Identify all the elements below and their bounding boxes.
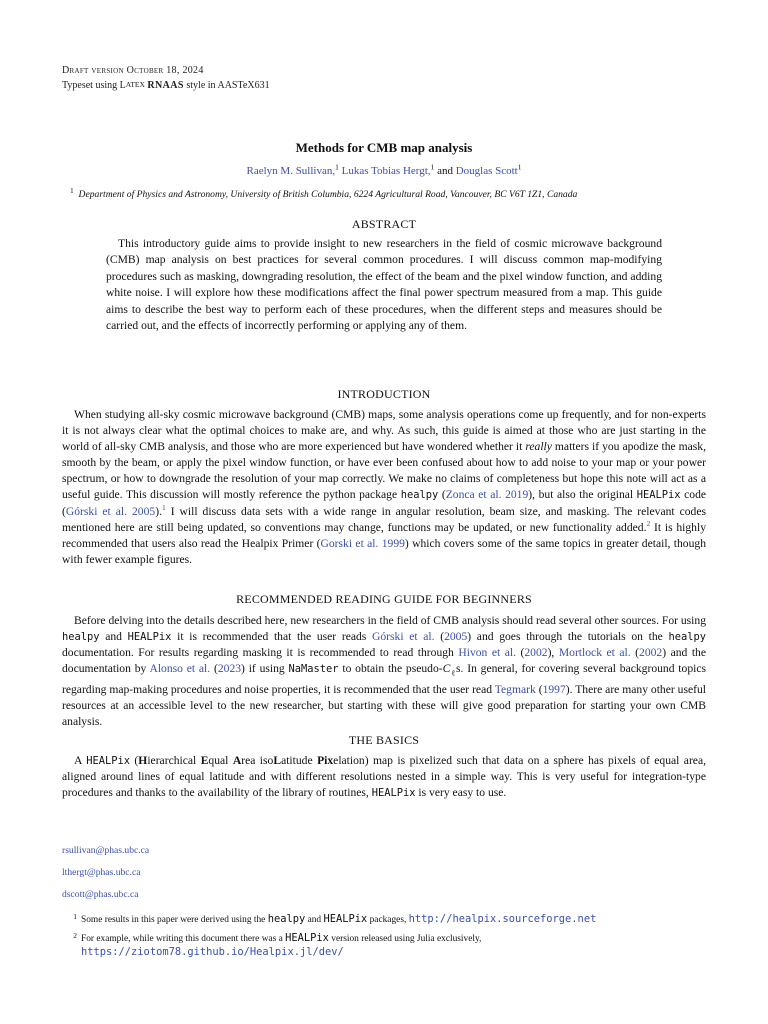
citation-link[interactable]: Górski et al. 2005 <box>65 504 156 518</box>
draft-version: Draft version October 18, 2024 <box>62 65 204 76</box>
affiliation-mark: 1 <box>430 162 435 172</box>
author-emails <box>62 845 149 911</box>
affiliation <box>70 185 710 200</box>
introduction-paragraph: When studying all-sky cosmic microwave background (CMB) maps, some analysis operations come up frequently, and for non-experts it is not always clear what the optimal choices to make are, and why. As such, this guide is aimed at those who are just starting in the world of all-sky CMB analysis, and those who are more experienced but have wondered whether it really matters if you apodize the mask, smooth by the beam, or apply the pixel window function, or have ever been confused about how to add noise to your map or your power spectrum, or how to downgrade the resolution of your map correctly. We make no claims of completeness but hope this note will act as a useful guide. This discussion will mostly reference the python package healpy (Zonca et al. 2019), but also the original HEALPix code (Górski et al. 2005).$^1$ I will discuss data sets with a wide range in angular resolution, beam size, and masking. The relevant codes mentioned here are still being updated, so conventions may change, functions may be updated, or new functionality added.$^2$ It is highly recommended that users also read the Healpix Primer (Gorski et al. 1999) which covers some of the same topics in greater detail, though with fewer example figures. <box>62 408 707 566</box>
citation-year-link[interactable]: 2023 <box>217 662 242 676</box>
email-link[interactable]: dscott@phas.ubc.ca <box>62 889 139 900</box>
preprint-header <box>62 64 270 93</box>
footnotes <box>62 910 732 960</box>
affiliation-mark: 1 <box>517 162 522 172</box>
footnote-link[interactable]: 2 <box>646 518 651 528</box>
affiliation-mark: 1 <box>335 162 339 172</box>
paper-title: Methods for CMB map analysis <box>295 140 473 155</box>
citation-year-link[interactable]: 1997 <box>542 682 566 696</box>
affiliation-text: Department of Physics and Astronomy, University of British Columbia, 6224 Agricultural Road, Vancouver, BC V6T 1Z1, Canada <box>78 189 578 200</box>
footnote-url-link[interactable]: http://healpix.sourceforge.net <box>408 913 597 925</box>
footnote-url-link[interactable]: https://ziotom78.github.io/Healpix.jl/dev/ <box>81 946 344 958</box>
author-link[interactable]: Lukas Tobias Hergt, <box>341 165 431 177</box>
typeset-suffix: style in AASTeX631 <box>186 80 270 91</box>
email-link[interactable]: rsullivan@phas.ubc.ca <box>62 845 150 856</box>
typeset-line <box>62 78 270 93</box>
citation-link[interactable]: Tegmark <box>494 682 536 696</box>
footnote-1: 1 Some results in this paper were derived using the healpy and HEALPix packages, http://healpix.sourceforge.net <box>73 912 597 925</box>
affiliation-mark: 1 <box>70 185 74 195</box>
author-list <box>0 162 768 177</box>
latex-logo-text: ATEX <box>125 80 145 89</box>
citation-link[interactable]: Gorski et al. 1999 <box>320 536 405 550</box>
citation-year-link[interactable]: 2005 <box>444 630 468 644</box>
abstract-text <box>106 236 662 334</box>
code-healpix: HEALPix <box>636 489 681 502</box>
citation-year-link[interactable]: 2002 <box>639 646 663 660</box>
reading-guide-paragraph: Before delving into the details described here, new researchers in the field of CMB analysis should read several other sources. For using healpy and HEALPix it is recommended that the user reads Górski et al. (2005) and goes through the tutorials on the healpy documentation. For results regarding masking it is recommended to read through Hivon et al. (2002), Mortlock et al. (2002) and the documentation by Alonso et al. (2023) if using NaMaster to obtain the pseudo-$C_\ell s$. In general, for covering several background topics regarding map-making procedures and noise properties, it is recommended that the user read Tegmark (1997). There are many other useful resources at an accessible level to the new researcher, but starting with these will give good preparation for starting your own CMB analysis. <box>62 614 707 728</box>
introduction-heading: INTRODUCTION <box>337 387 431 401</box>
abstract-body: This introductory guide aims to provide insight to new researchers in the field of cosmic microwave background (CMB) map analysis on best practices for several common procedures. I will discuss common map-modifying procedures such as masking, downgrading resolution, the effect of the beam and the pixel window function, and adding white noise. I will explore how these modifications affect the final power spectrum measured from a map. This guide aims to describe the best way to perform each of these procedures, when the different steps and measures should be carried out, and the effects of incorrectly performing or applying any of them. <box>106 237 662 333</box>
typeset-prefix: Typeset using L <box>62 80 126 91</box>
authors-conjunction: and <box>437 165 453 177</box>
basics-paragraph: A HEALPix (Hierarchical Equal Area isoLatitude Pixelation) map is pixelized such that data on a sphere has pixels of equal area, aligned around lines of equal latitude and with different resolutions nested in a simple way. This is very useful for integration-type procedures and thanks to the availability of the library of routines, HEALPix is very easy to use. <box>62 754 706 800</box>
author-link[interactable]: Douglas Scott <box>455 165 518 177</box>
email-link[interactable]: lthergt@phas.ubc.ca <box>62 867 141 878</box>
citation-link[interactable]: Zonca et al. 2019 <box>445 488 529 502</box>
basics-heading: THE BASICS <box>348 733 420 747</box>
citation-link[interactable]: Hivon et al. <box>458 646 516 660</box>
author-link[interactable]: Raelyn M. Sullivan, <box>246 165 336 177</box>
footnote-2: 2 For example, while writing this document there was a HEALPix version released using Julia exclusively, https://ziotom78.github.io/Healpix.jl/dev/ <box>73 931 482 958</box>
citation-link[interactable]: Górski et al. <box>371 630 435 644</box>
citation-link[interactable]: Mortlock et al. <box>558 646 631 660</box>
citation-link[interactable]: Alonso et al. <box>149 662 211 676</box>
code-healpy: healpy <box>400 489 439 502</box>
citation-year-link[interactable]: 2002 <box>524 646 548 660</box>
abstract-heading: ABSTRACT <box>351 217 417 231</box>
footnote-link[interactable]: 1 <box>161 502 166 512</box>
rnaas-style: RNAAS <box>147 80 184 91</box>
reading-guide-heading: RECOMMENDED READING GUIDE FOR BEGINNERS <box>236 592 532 606</box>
